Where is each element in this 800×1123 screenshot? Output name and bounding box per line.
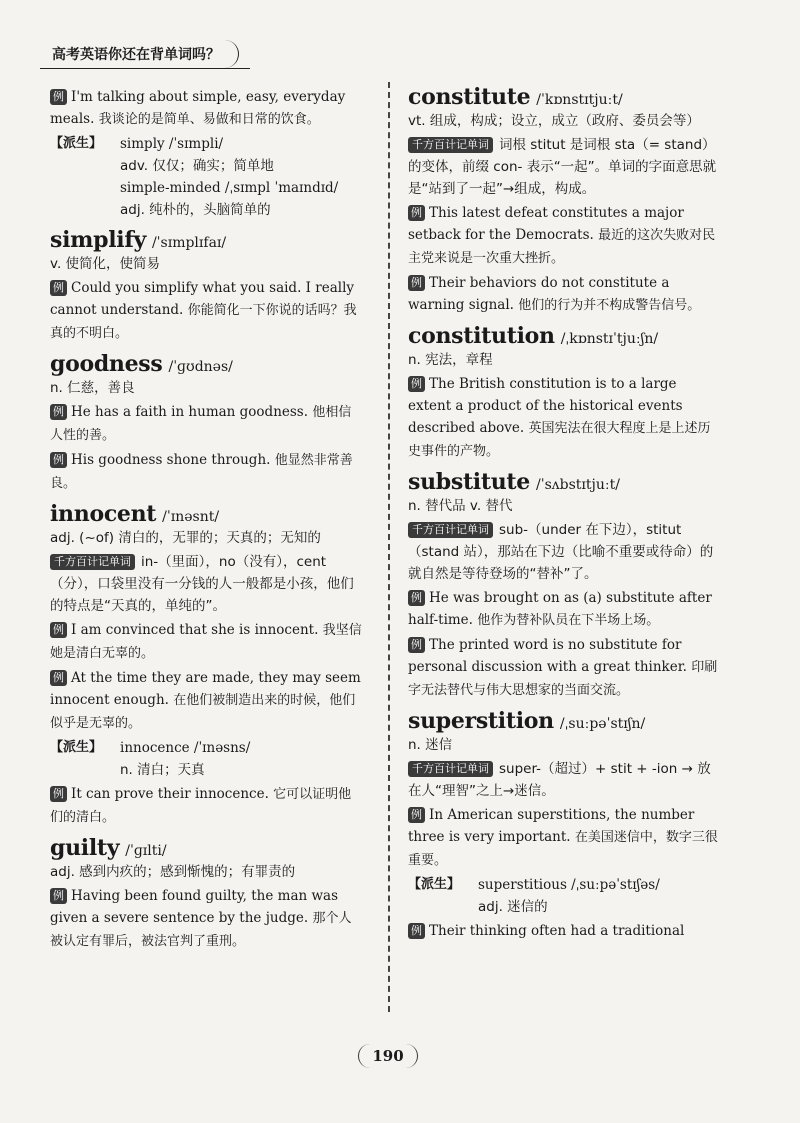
example bbox=[50, 86, 364, 131]
memo-text: sub-（under 在下边），stitut（stand 站），那站在下边（比喻不重要或待命）的就自然是等待登场的“替补”了。 bbox=[408, 522, 714, 582]
example bbox=[50, 783, 364, 829]
memory-tip bbox=[408, 519, 722, 585]
example-en: I am convinced that she is innocent. bbox=[71, 622, 319, 638]
example-tag: 例 bbox=[408, 275, 425, 291]
example-en: Having been found guilty, the man was given a severe sentence by the judge. bbox=[50, 888, 339, 926]
headword: substitute bbox=[408, 469, 530, 495]
example bbox=[50, 619, 364, 665]
headword: simplify bbox=[50, 227, 146, 253]
example bbox=[50, 667, 364, 735]
definition: n. 仁慈，善良 bbox=[50, 380, 135, 396]
header-rule bbox=[40, 68, 250, 69]
example-en: This latest defeat constitutes a major setback for the Democrats. bbox=[408, 205, 684, 243]
header-bracket bbox=[212, 40, 239, 68]
derivative-def: n. 清白；天真 bbox=[120, 762, 205, 778]
example bbox=[50, 449, 364, 495]
entry-innocent bbox=[50, 501, 364, 829]
example-tag: 例 bbox=[50, 670, 67, 686]
entry-constitution bbox=[408, 323, 722, 463]
entry-goodness bbox=[50, 351, 364, 495]
definition: adj. 感到内疚的；感到惭愧的；有罪责的 bbox=[50, 864, 296, 880]
example-cn: 那个人被认定有罪后，被法官判了重刑。 bbox=[50, 911, 352, 949]
memory-tip bbox=[408, 758, 722, 802]
memo-tag: 千方百计记单词 bbox=[50, 554, 135, 570]
example-cn: 他作为替补队员在下半场上场。 bbox=[477, 613, 660, 628]
example-cn: 他相信人性的善。 bbox=[50, 405, 352, 443]
definition: n. 迷信 bbox=[408, 737, 453, 753]
example-tag: 例 bbox=[408, 807, 425, 823]
memory-tip bbox=[50, 551, 364, 617]
example-cn: 我谈论的是简单、易做和日常的饮食。 bbox=[98, 112, 320, 127]
example bbox=[408, 272, 722, 317]
example-cn: 最近的这次失败对民主党来说是一次重大挫折。 bbox=[408, 228, 716, 266]
example-tag: 例 bbox=[50, 888, 67, 904]
definition: n. 替代品 v. 替代 bbox=[408, 498, 513, 514]
example-tag: 例 bbox=[408, 590, 425, 606]
example-en: The British constitution is to a large extent a product of the historical events described above. bbox=[408, 376, 683, 436]
derivative-word: superstitious /ˌsuːpəˈstɪʃəs/ bbox=[478, 877, 660, 893]
example-tag: 例 bbox=[408, 205, 425, 221]
entry-guilty bbox=[50, 835, 364, 953]
headword: superstition bbox=[408, 708, 554, 734]
memo-text: 词根 stitut 是词根 sta（= stand）的变体，前缀 con- 表示“一起”。单词的字面意思就是“站到了一起”→组成，构成。 bbox=[408, 137, 717, 197]
example bbox=[408, 920, 722, 942]
derivative-label: 【派生】 bbox=[50, 136, 103, 151]
memo-text: super-（超过）+ stit + -ion → 放在人“理智”之上→迷信。 bbox=[408, 761, 711, 799]
memo-tag: 千方百计记单词 bbox=[408, 137, 493, 153]
example bbox=[408, 804, 722, 872]
example-tag: 例 bbox=[50, 404, 67, 420]
headword: constitute bbox=[408, 84, 531, 110]
phonetic: /ˈɡʊdnəs/ bbox=[168, 359, 233, 375]
phonetic: /ˌsuːpəˈstɪʃn/ bbox=[559, 716, 646, 732]
example-en: He was brought on as (a) substitute after half-time. bbox=[408, 590, 712, 628]
definition: n. 宪法，章程 bbox=[408, 352, 493, 368]
example-en: I'm talking about simple, easy, everyday meals. bbox=[50, 89, 346, 127]
example-tag: 例 bbox=[50, 280, 67, 296]
example-cn: 它可以证明他们的清白。 bbox=[50, 787, 352, 825]
example bbox=[408, 373, 722, 463]
example bbox=[408, 202, 722, 270]
derivatives bbox=[408, 874, 722, 918]
example bbox=[50, 885, 364, 953]
example-en: Their thinking often had a traditional bbox=[429, 923, 685, 939]
example-en: At the time they are made, they may seem innocent enough. bbox=[50, 670, 361, 708]
example-cn: 在美国迷信中，数字三很重要。 bbox=[408, 830, 718, 868]
example-en: His goodness shone through. bbox=[71, 452, 271, 468]
example-cn: 他们的行为并不构成警告信号。 bbox=[518, 298, 701, 313]
headword: guilty bbox=[50, 835, 120, 861]
example-tag: 例 bbox=[50, 452, 67, 468]
definition: vt. 组成，构成；设立，成立（政府、委员会等） bbox=[408, 113, 700, 129]
derivative-def: adj. 迷信的 bbox=[478, 899, 548, 915]
example bbox=[408, 587, 722, 632]
example-en: The printed word is no substitute for personal discussion with a great thinker. bbox=[408, 637, 687, 675]
example-cn: 在他们被制造出来的时候，他们似乎是无辜的。 bbox=[50, 693, 356, 731]
example bbox=[50, 401, 364, 447]
headword: constitution bbox=[408, 323, 555, 349]
right-column bbox=[408, 84, 722, 948]
memo-text: in-（里面），no（没有），cent（分），口袋里没有一分钱的人一般都是小孩，他们的特点是“天真的，单纯的”。 bbox=[50, 554, 354, 614]
column-divider bbox=[388, 82, 390, 1012]
entry-simplify bbox=[50, 227, 364, 345]
example-cn: 印刷字无法替代与伟大思想家的当面交流。 bbox=[408, 660, 718, 698]
definition: v. 使简化，使简易 bbox=[50, 256, 161, 272]
definition: adj. (~of) 清白的，无罪的；天真的；无知的 bbox=[50, 530, 321, 546]
example-en: Could you simplify what you said. I really cannot understand. bbox=[50, 280, 355, 318]
example-cn: 我坚信她是清白无辜的。 bbox=[50, 623, 362, 661]
example-tag: 例 bbox=[408, 376, 425, 392]
example-en: It can prove their innocence. bbox=[71, 786, 269, 802]
derivative-label: 【派生】 bbox=[408, 877, 461, 892]
phonetic: /ˈsʌbstɪtjuːt/ bbox=[536, 477, 620, 493]
entry-superstition bbox=[408, 708, 722, 942]
example bbox=[408, 634, 722, 702]
entry-continued bbox=[50, 86, 364, 221]
derivative-def: adj. 纯朴的，头脑简单的 bbox=[120, 202, 271, 218]
example-tag: 例 bbox=[50, 89, 67, 105]
entry-constitute bbox=[408, 84, 722, 317]
derivative-word: innocence /ˈɪnəsns/ bbox=[120, 740, 251, 756]
example-tag: 例 bbox=[50, 786, 67, 802]
headword: goodness bbox=[50, 351, 163, 377]
phonetic: /ˈsɪmplɪfaɪ/ bbox=[151, 235, 227, 251]
derivatives bbox=[50, 133, 364, 221]
phonetic: /ˌkɒnstɪˈtjuːʃn/ bbox=[560, 331, 659, 347]
example-cn: 英国宪法在很大程度上是上述历史事件的产物。 bbox=[408, 421, 711, 459]
derivative-label: 【派生】 bbox=[50, 740, 103, 755]
derivative-def: adv. 仅仅；确实；简单地 bbox=[120, 158, 274, 174]
example-tag: 例 bbox=[50, 622, 67, 638]
phonetic: /ˈɡɪlti/ bbox=[125, 843, 167, 859]
page-number: 190 bbox=[358, 1044, 418, 1068]
example-en: He has a faith in human goodness. bbox=[71, 404, 309, 420]
example bbox=[50, 277, 364, 345]
example-cn: 他显然非常善良。 bbox=[50, 453, 353, 491]
phonetic: /ˈɪnəsnt/ bbox=[162, 509, 220, 525]
derivative-word: simple-minded /ˌsɪmpl ˈmaɪndɪd/ bbox=[120, 180, 339, 196]
example-tag: 例 bbox=[408, 637, 425, 653]
derivatives bbox=[50, 737, 364, 781]
headword: innocent bbox=[50, 501, 157, 527]
memo-tag: 千方百计记单词 bbox=[408, 522, 493, 538]
derivative-word: simply /ˈsɪmpli/ bbox=[120, 136, 224, 152]
running-header: 高考英语你还在背单词吗？ bbox=[52, 47, 220, 63]
entry-substitute bbox=[408, 469, 722, 702]
example-en: Their behaviors do not constitute a warning signal. bbox=[408, 275, 670, 313]
example-cn: 你能简化一下你说的话吗？我真的不明白。 bbox=[50, 303, 357, 341]
example-en: In American superstitions, the number three is very important. bbox=[408, 807, 695, 845]
memory-tip bbox=[408, 134, 722, 200]
phonetic: /ˈkɒnstɪtjuːt/ bbox=[536, 92, 623, 108]
left-column bbox=[50, 84, 364, 959]
memo-tag: 千方百计记单词 bbox=[408, 761, 493, 777]
example-tag: 例 bbox=[408, 923, 425, 939]
